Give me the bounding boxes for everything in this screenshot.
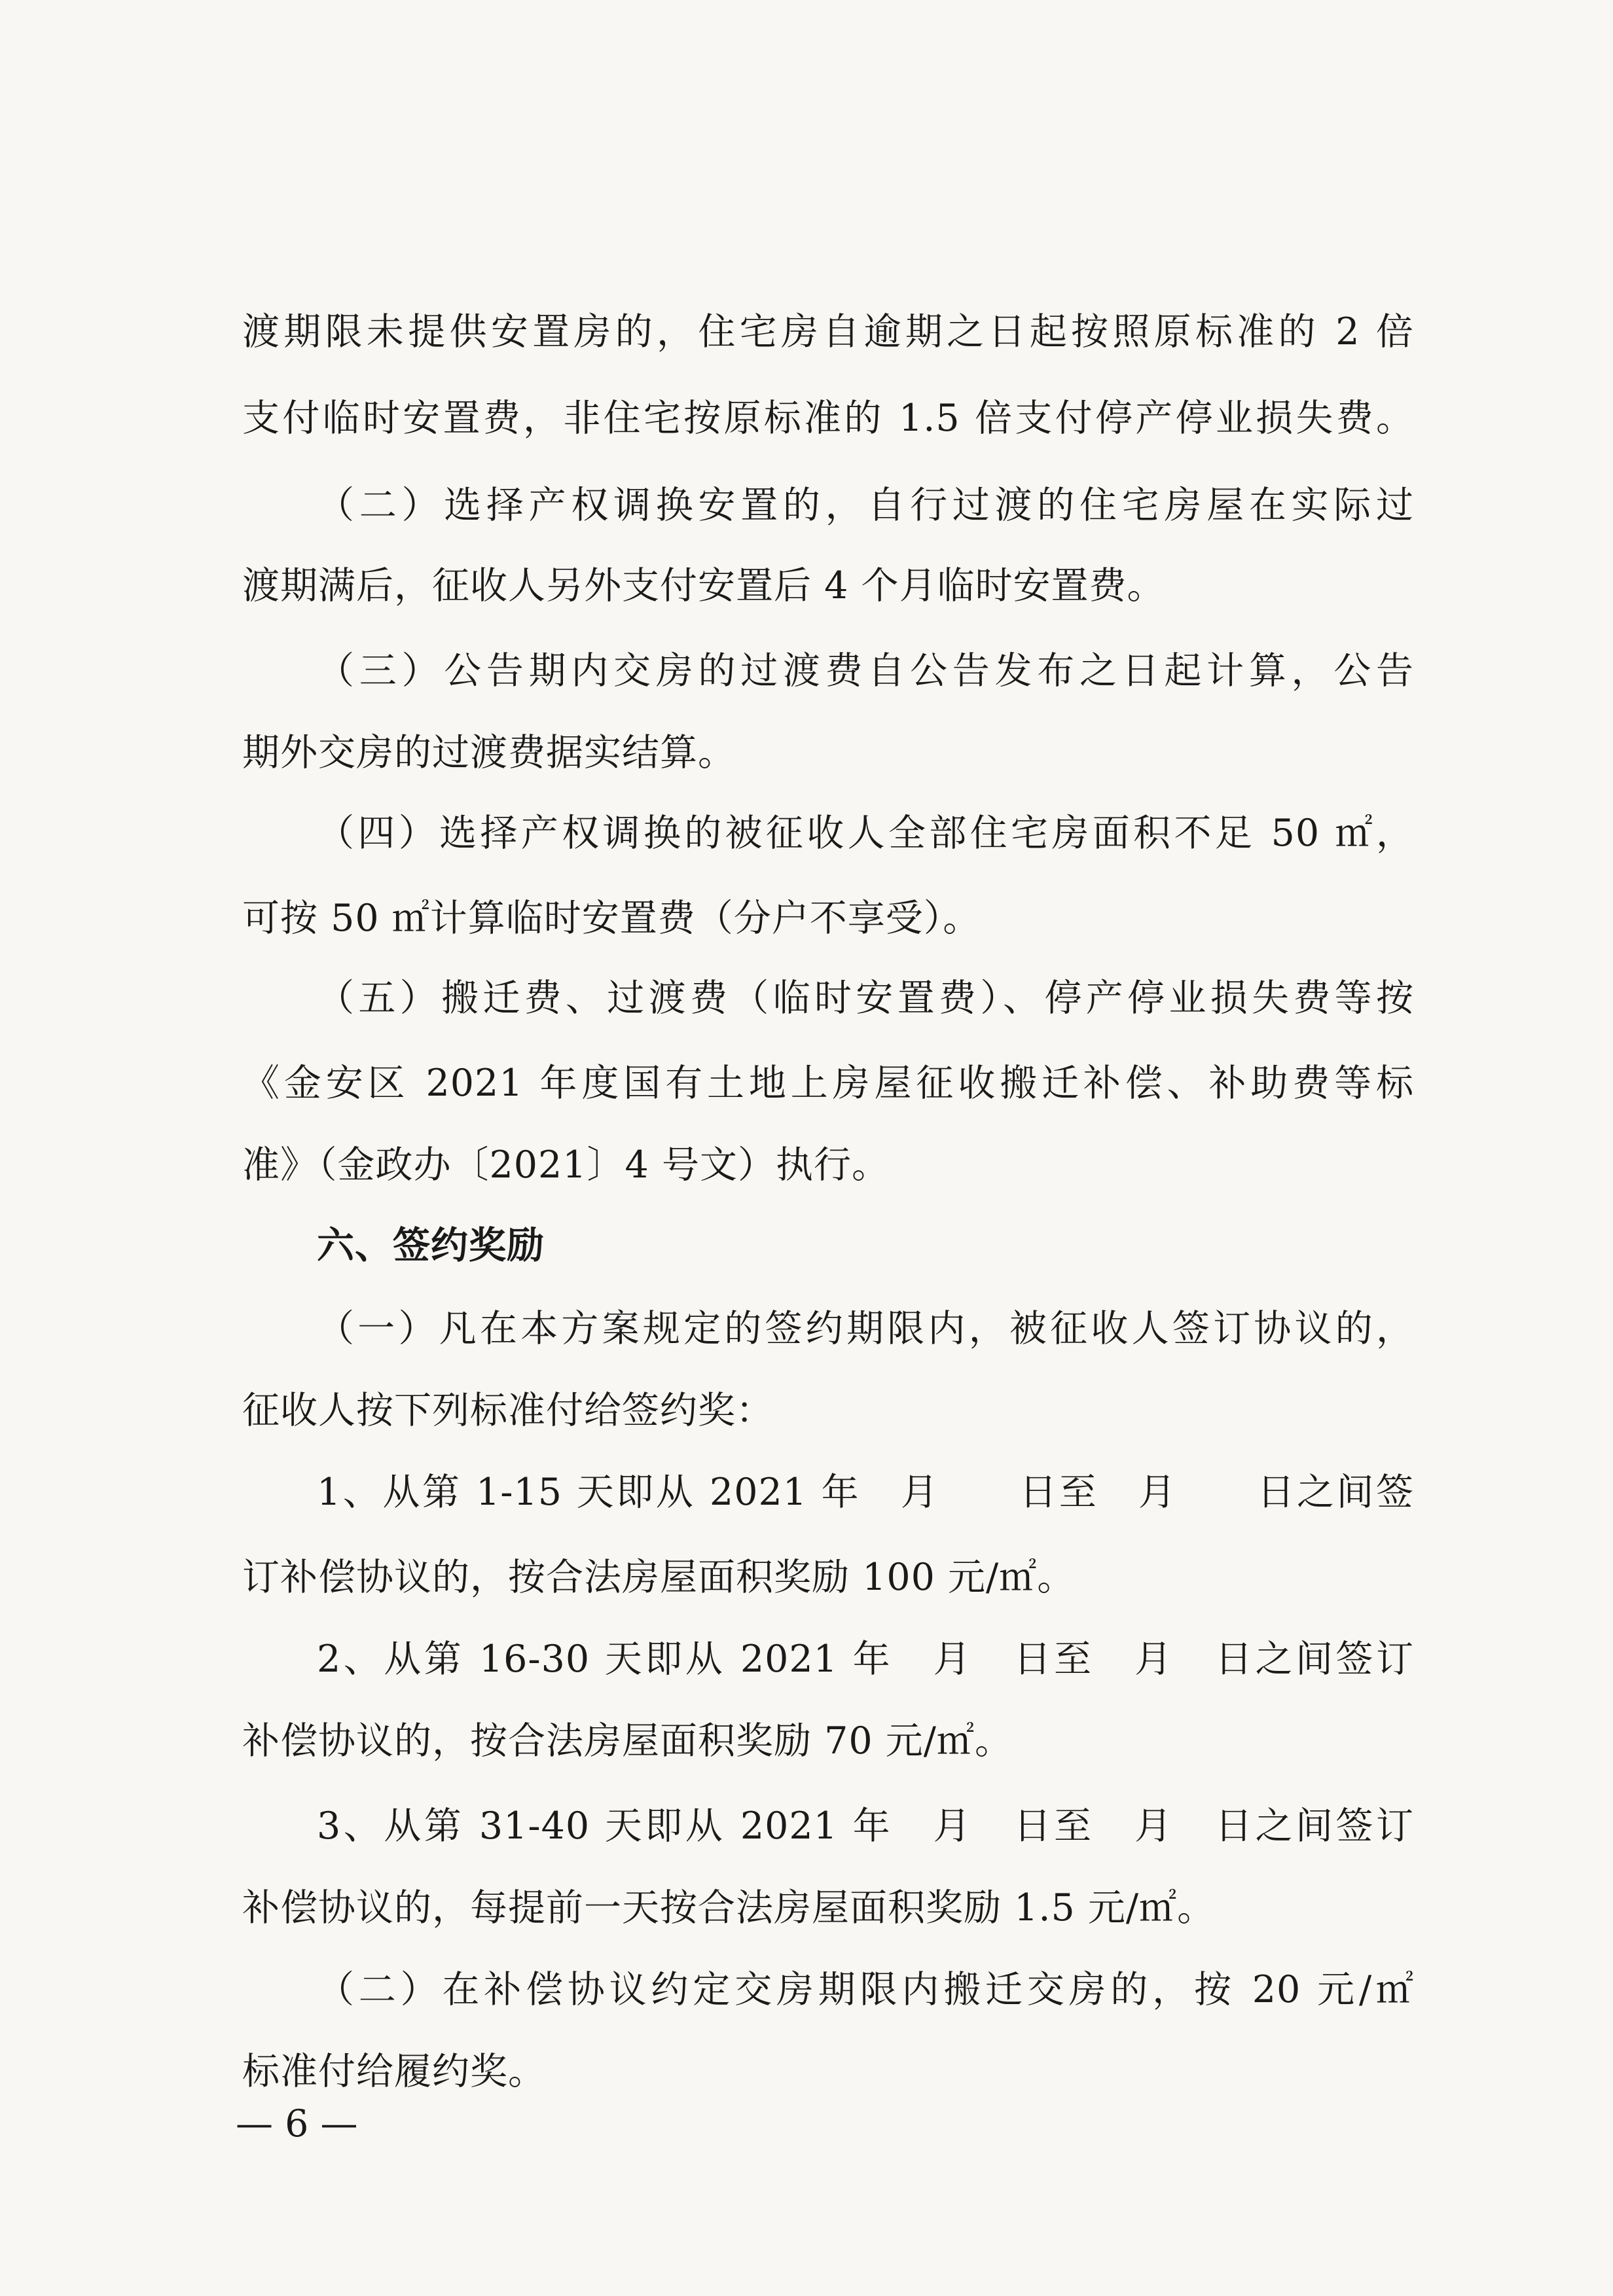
text-line-18: 补偿协议的，按合法房屋面积奖励 70 元/㎡。	[242, 1719, 1013, 1763]
text-line-14: 征收人按下列标准付给签约奖：	[242, 1389, 774, 1432]
text-line-11: 准》（金政办〔2021〕4 号文）执行。	[242, 1143, 890, 1187]
section-heading: 六、签约奖励	[317, 1224, 545, 1267]
text-line-7: （四）选择产权调换的被征收人全部住宅房面积不足 50 ㎡，	[317, 812, 1414, 855]
text-line-21: （二）在补偿协议约定交房期限内搬迁交房的，按 20 元/㎡	[317, 1968, 1414, 2011]
text-line-6: 期外交房的过渡费据实结算。	[242, 731, 736, 774]
text-line-3: （二）选择产权调换安置的，自行过渡的住宅房屋在实际过	[317, 484, 1414, 527]
text-line-10: 《金安区 2021 年度国有土地上房屋征收搬迁补偿、补助费等标	[242, 1062, 1414, 1105]
text-line-5: （三）公告期内交房的过渡费自公告发布之日起计算，公告	[317, 649, 1414, 692]
text-line-9: （五）搬迁费、过渡费（临时安置费）、停产停业损失费等按	[317, 977, 1414, 1020]
page-number: — 6 —	[236, 2102, 358, 2145]
text-line-17: 2、从第 16-30 天即从 2021 年 月 日至 月 日之间签订	[317, 1638, 1414, 1681]
text-line-8: 可按 50 ㎡计算临时安置费（分户不享受）。	[242, 897, 981, 940]
text-line-1: 渡期限未提供安置房的，住宅房自逾期之日起按照原标准的 2 倍	[242, 310, 1414, 353]
text-line-13: （一）凡在本方案规定的签约期限内，被征收人签订协议的，	[317, 1307, 1414, 1350]
text-line-22: 标准付给履约奖。	[242, 2050, 546, 2093]
text-line-16: 订补偿协议的，按合法房屋面积奖励 100 元/㎡。	[242, 1556, 1076, 1599]
text-line-20: 补偿协议的，每提前一天按合法房屋面积奖励 1.5 元/㎡。	[242, 1886, 1216, 1929]
text-line-4: 渡期满后，征收人另外支付安置后 4 个月临时安置费。	[242, 564, 1165, 607]
text-line-19: 3、从第 31-40 天即从 2021 年 月 日至 月 日之间签订	[317, 1804, 1414, 1848]
text-line-15: 1、从第 1-15 天即从 2021 年 月 日至 月 日之间签	[317, 1471, 1414, 1514]
text-line-2: 支付临时安置费，非住宅按原标准的 1.5 倍支付停产停业损失费。	[242, 397, 1414, 440]
